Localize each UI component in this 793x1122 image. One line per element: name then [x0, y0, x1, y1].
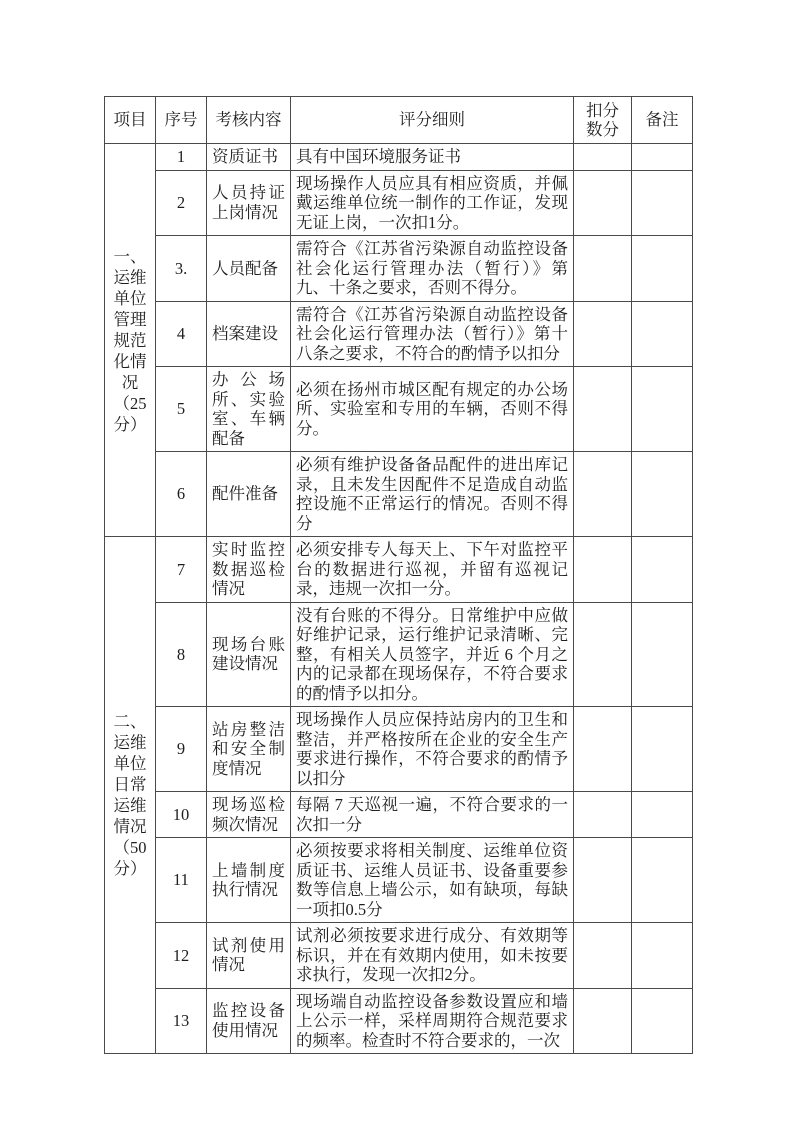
cell-rubric: 必须按要求将相关制度、运维单位资质证书、运维人员证书、设备重要参数等信息上墙公示，如有缺项，每缺一项扣0.5分 — [291, 838, 574, 923]
cell-no: 6 — [156, 452, 207, 537]
col-header-deduction-line2: 数分 — [586, 120, 619, 139]
cell-no: 12 — [156, 923, 207, 989]
cell-rubric: 现场操作人员应具有相应资质，并佩戴运维单位统一制作的工作证，发现无证上岗，一次扣1分。 — [291, 170, 574, 236]
cell-no: 1 — [156, 144, 207, 171]
cell-content: 档案建设 — [207, 301, 291, 367]
cell-content: 资质证书 — [207, 144, 291, 171]
cell-remark — [632, 988, 693, 1054]
cell-rubric: 现场端自动监控设备参数设置应和墙上公示一样，采样周期符合规范要求的频率。检查时不符合要求的，一次 — [291, 988, 574, 1054]
cell-remark — [632, 537, 693, 603]
cell-deduction — [574, 838, 632, 923]
table-header-row — [105, 97, 693, 144]
cell-content: 站房整洁和安全制度情况 — [207, 707, 291, 792]
cell-remark — [632, 452, 693, 537]
cell-rubric: 没有台账的不得分。日常维护中应做好维护记录，运行维护记录清晰、完整，有相关人员签字，并近 6 个月之内的记录都在现场保存，不符合要求的酌情予以扣分。 — [291, 602, 574, 707]
cell-content: 现场巡检频次情况 — [207, 792, 291, 838]
cell-remark — [632, 236, 693, 302]
group-label-2 — [105, 537, 156, 1054]
cell-deduction — [574, 707, 632, 792]
cell-remark — [632, 144, 693, 171]
cell-rubric: 必须安排专人每天上、下午对监控平台的数据进行巡视，并留有巡视记录，违规一次扣一分。 — [291, 537, 574, 603]
cell-remark — [632, 707, 693, 792]
col-header-remark: 备注 — [632, 97, 693, 144]
cell-content: 试剂使用情况 — [207, 923, 291, 989]
cell-content: 上墙制度执行情况 — [207, 838, 291, 923]
group-label-1 — [105, 144, 156, 537]
group-label-1-text: 一、运维单位管理规范化情况（25分） — [113, 246, 147, 434]
cell-content: 人员配备 — [207, 236, 291, 302]
table-row — [105, 236, 693, 302]
cell-rubric: 试剂必须按要求进行成分、有效期等标识，并在有效期内使用，如未按要求执行，发现一次扣2分。 — [291, 923, 574, 989]
cell-content: 配件准备 — [207, 452, 291, 537]
cell-remark — [632, 923, 693, 989]
cell-remark — [632, 367, 693, 452]
cell-deduction — [574, 452, 632, 537]
cell-remark — [632, 602, 693, 707]
table-row — [105, 792, 693, 838]
col-header-deduction-line1: 扣分 — [586, 100, 619, 120]
table-row — [105, 367, 693, 452]
table-row — [105, 537, 693, 603]
cell-deduction — [574, 170, 632, 236]
cell-remark — [632, 170, 693, 236]
cell-deduction — [574, 602, 632, 707]
cell-deduction — [574, 537, 632, 603]
table-row — [105, 144, 693, 171]
table-row — [105, 301, 693, 367]
cell-content: 现场台账建设情况 — [207, 602, 291, 707]
group-label-2-text: 二、运维单位日常运维情况（50分） — [113, 712, 147, 878]
cell-content: 实时监控数据巡检情况 — [207, 537, 291, 603]
table-row — [105, 452, 693, 537]
cell-rubric: 需符合《江苏省污染源自动监控设备社会化运行管理办法（暂行）》第九、十条之要求，否则不得分。 — [291, 236, 574, 302]
cell-no: 11 — [156, 838, 207, 923]
cell-no: 13 — [156, 988, 207, 1054]
cell-rubric: 具有中国环境服务证书 — [291, 144, 574, 171]
cell-no: 3. — [156, 236, 207, 302]
cell-rubric: 必须有维护设备备品配件的进出库记录，且未发生因配件不足造成自动监控设施不正常运行的情况。否则不得分 — [291, 452, 574, 537]
col-header-content: 考核内容 — [207, 97, 291, 144]
cell-no: 2 — [156, 170, 207, 236]
cell-no: 9 — [156, 707, 207, 792]
cell-no: 7 — [156, 537, 207, 603]
cell-no: 4 — [156, 301, 207, 367]
cell-remark — [632, 792, 693, 838]
cell-remark — [632, 838, 693, 923]
cell-deduction — [574, 301, 632, 367]
cell-no: 5 — [156, 367, 207, 452]
cell-rubric: 每隔 7 天巡视一遍，不符合要求的一次扣一分 — [291, 792, 574, 838]
table-row — [105, 988, 693, 1054]
cell-content: 办公场所、实验室、车辆配备 — [207, 367, 291, 452]
cell-deduction — [574, 988, 632, 1054]
cell-remark — [632, 301, 693, 367]
cell-content: 监控设备使用情况 — [207, 988, 291, 1054]
assessment-table — [104, 96, 693, 1054]
cell-content: 人员持证上岗情况 — [207, 170, 291, 236]
col-header-item: 项目 — [105, 97, 156, 144]
table-row — [105, 707, 693, 792]
table-row — [105, 170, 693, 236]
cell-no: 8 — [156, 602, 207, 707]
cell-deduction — [574, 923, 632, 989]
col-header-no: 序号 — [156, 97, 207, 144]
cell-no: 10 — [156, 792, 207, 838]
table-row — [105, 602, 693, 707]
col-header-deduction — [574, 97, 632, 144]
cell-deduction — [574, 792, 632, 838]
cell-rubric: 现场操作人员应保持站房内的卫生和整洁，并严格按所在企业的安全生产要求进行操作，不符合要求的酌情予以扣分 — [291, 707, 574, 792]
table-row — [105, 923, 693, 989]
table-row — [105, 838, 693, 923]
cell-rubric: 必须在扬州市城区配有规定的办公场所、实验室和专用的车辆，否则不得分。 — [291, 367, 574, 452]
col-header-rubric: 评分细则 — [291, 97, 574, 144]
cell-deduction — [574, 144, 632, 171]
cell-rubric: 需符合《江苏省污染源自动监控设备社会化运行管理办法（暂行）》第十八条之要求，不符合的酌情予以扣分 — [291, 301, 574, 367]
cell-deduction — [574, 236, 632, 302]
cell-deduction — [574, 367, 632, 452]
